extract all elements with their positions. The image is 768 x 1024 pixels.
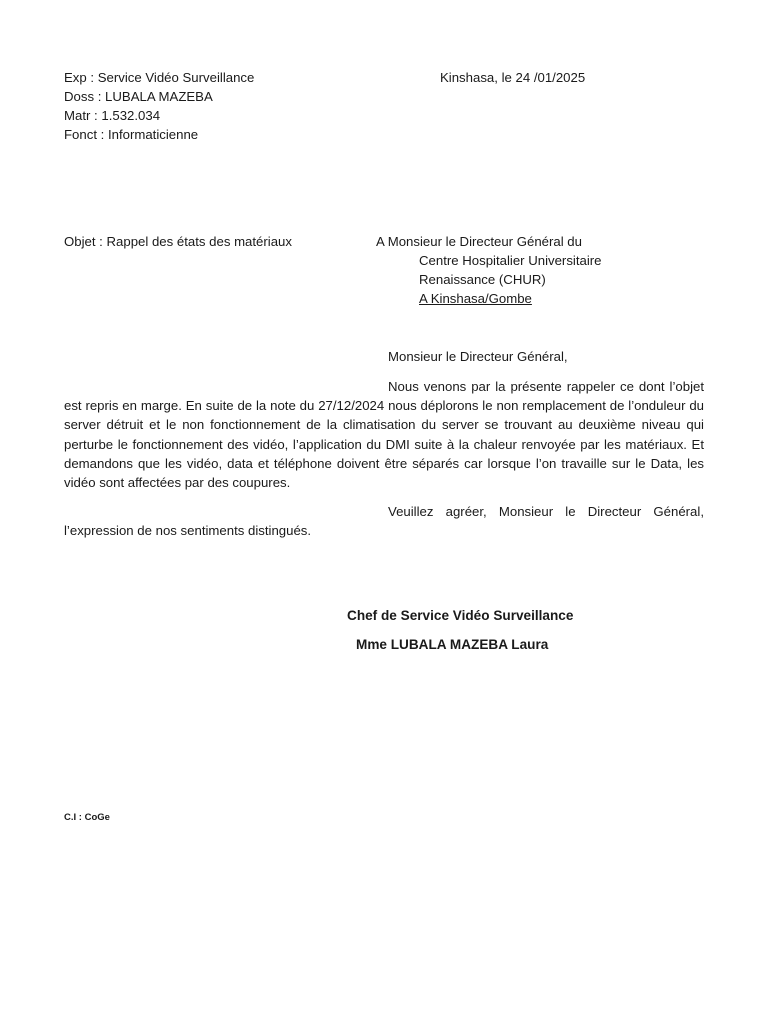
sender-doss: Doss : LUBALA MAZEBA bbox=[64, 89, 213, 104]
body-paragraph: Nous venons par la présente rappeler ce dont l’objet est repris en marge. En suite de la note du 27/12/2024 nous déplorons le non remplacement de l’onduleur du server détruit et le non fonctionnement de la climatisation du server se trouvant au deuxième niveau qui perturbe le fonctionnement des vidéo, l’application du DMI suite à la chaleur renvoyée par les matériaux. Et demandons que les vidéo, data et téléphone doivent être séparés car lorsque l’on travaille sur le Data, les vidéo sont affectées par des coupures. bbox=[64, 379, 704, 491]
signature-name: Mme LUBALA MAZEBA Laura bbox=[356, 637, 549, 652]
signature-title: Chef de Service Vidéo Surveillance bbox=[347, 608, 574, 623]
recipient-line-3: Renaissance (CHUR) bbox=[419, 272, 546, 287]
cc-line: C.I : CoGe bbox=[64, 812, 110, 823]
closing-paragraph: Veuillez agréer, Monsieur le Directeur Général, l’expression de nos sentiments distingués. bbox=[64, 504, 704, 539]
sender-exp: Exp : Service Vidéo Surveillance bbox=[64, 70, 255, 85]
salutation: Monsieur le Directeur Général, bbox=[388, 349, 568, 364]
recipient-line-4: A Kinshasa/Gombe bbox=[419, 291, 532, 306]
subject: Objet : Rappel des états des matériaux bbox=[64, 234, 292, 249]
place-date: Kinshasa, le 24 /01/2025 bbox=[440, 70, 586, 85]
sender-fonct: Fonct : Informaticienne bbox=[64, 127, 199, 142]
recipient-line-2: Centre Hospitalier Universitaire bbox=[419, 253, 602, 268]
sender-matr: Matr : 1.532.034 bbox=[64, 108, 161, 123]
recipient-line-1: A Monsieur le Directeur Général du bbox=[376, 234, 582, 249]
